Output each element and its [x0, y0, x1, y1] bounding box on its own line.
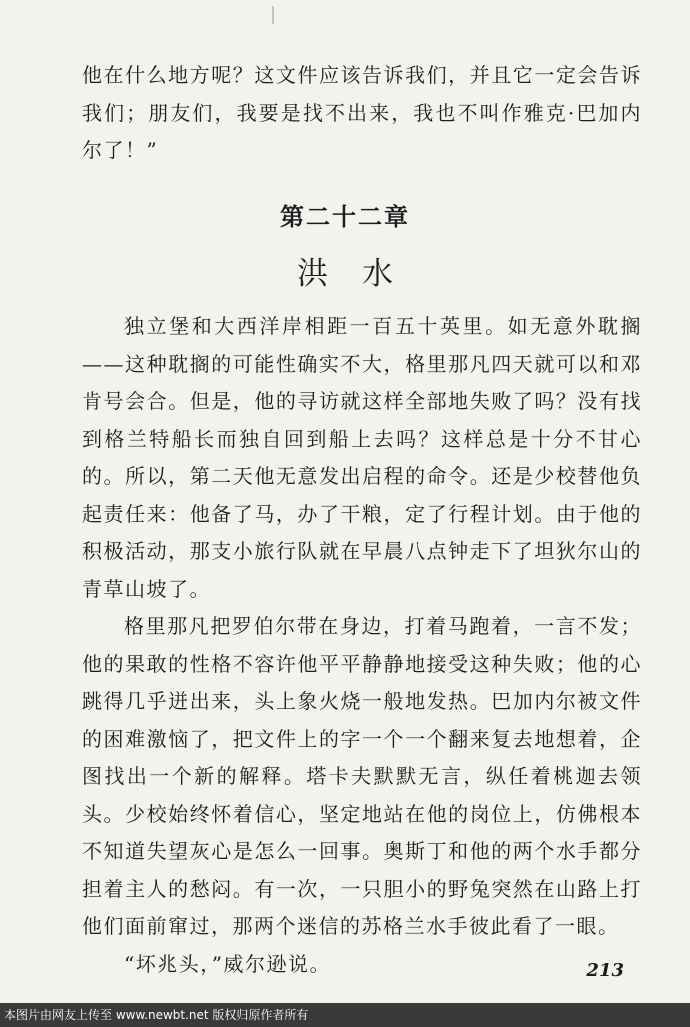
paragraph-2: 格里那凡把罗伯尔带在身边，打着马跑着，一言不发；他的果敢的性格不容许他平平静静地接受这种失败；他的心跳得几乎迸出来，头上象火烧一般地发热。巴加内尔被文件的困难激恼了，把文件上的字一个一个翻来复去地想着，企图找出一个新的解释。塔卡夫默默无言，纵任着桃迦去领头。少校始终怀着信心，坚定地站在他的岗位上，仿佛根本不知道失望灰心是怎么一回事。奥斯丁和他的两个水手都分担着主人的愁闷。有一次，一只胆小的野兔突然在山路上打他们面前窜过，那两个迷信的苏格兰水手彼此看了一眼。 [82, 614, 642, 938]
top-paragraph: 他在什么地方呢？这文件应该告诉我们，并且它一定会告诉我们；朋友们，我要是找不出来，我也不叫作雅克·巴加内尔了！” [82, 63, 642, 162]
chapter-title: 洪水 [297, 256, 427, 292]
top-paragraph-block [82, 57, 642, 170]
page-number: 213 [586, 960, 624, 981]
watermark-bar: 本图片由网友上传至 www.newbt.net 版权归原作者所有 [0, 1003, 690, 1027]
gutter-mark [272, 6, 274, 24]
chapter-body [82, 308, 642, 983]
paragraph-3: “坏兆头，”威尔逊说。 [124, 951, 331, 976]
chapter-number: 第二十二章 [280, 203, 410, 231]
paragraph-1: 独立堡和大西洋岸相距一百五十英里。如无意外耽搁——这种耽搁的可能性确实不大，格里那凡四天就可以和邓肯号会合。但是，他的寻访就这样全部地失败了吗？没有找到格兰特船长而独自回到船上去吗？这样总是十分不甘心的。所以，第二天他无意发出启程的命令。还是少校替他负起责任来：他备了马，办了干粮，定了行程计划。由于他的积极活动，那支小旅行队就在早晨八点钟走下了坦狄尔山的青草山坡了。 [82, 314, 642, 601]
